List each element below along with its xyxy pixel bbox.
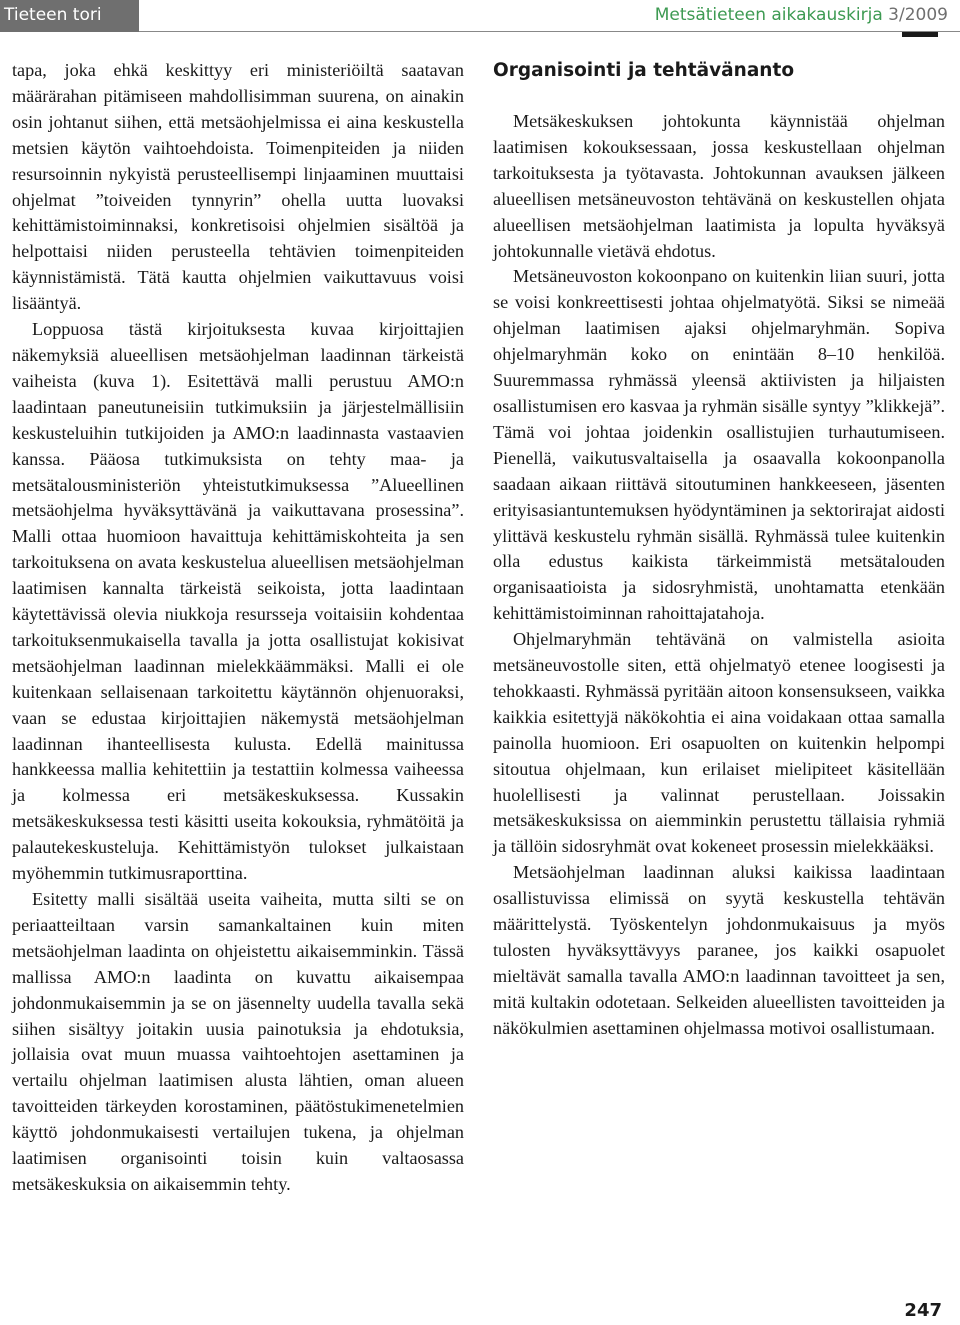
left-paragraph-1: tapa, joka ehkä keskittyy eri ministeriöiltä saatavan määrärahan pitämiseen mahdollisimman suurena, on ainakin osin johtanut siihen, että metsäohjelmissa ei aina keskustella metsien käytön vaihtoehdoista. Toimenpiteiden ja niiden resursoinnin nykyistä perusteellisempi linjaaminen muuttaisi ohjelmat ”toiveiden tynnyrin” ohella uutta luovaksi kehittämistoiminnaksi, konkretisoisi ohjelmien sisältöä ja helpottaisi niiden perusteella tehtävien toimenpiteiden käynnistämistä. Tätä kautta ohjelmien vaikuttavuus voisi lisääntyä.	[12, 60, 464, 314]
journal-title	[655, 0, 948, 32]
running-header	[0, 0, 960, 34]
right-paragraph-3: Ohjelmaryhmän tehtävänä on valmistella asioita metsäneuvostolle siten, että ohjelmatyö etenee loogisesti ja tehokkaasti. Ryhmässä pyritään aitoon konsensukseen, vaikka kaikkia esitettyjä näkökohtia ei aina voidakaan ottaa samalla painolla huomioon. Eri osapuolten on kuitenkin helpompi sitoutua ohjelmaan, kun erilaiset mielipiteet käsitellään huolellisesti ja valinnat perustellaan. Joissakin metsäkeskuksissa on aiemminkin perustettu tällaisia ryhmiä ja tällöin sidosryhmät ovat kokeneet prosessin mielekkääksi.	[493, 629, 945, 857]
section-heading: Organisointi ja tehtävänanto	[493, 60, 795, 81]
left-column	[12, 58, 464, 1198]
header-marker	[902, 32, 938, 37]
journal-name: Metsätieteen aikakauskirja	[654, 5, 883, 25]
left-paragraph-2: Loppuosa tästä kirjoituksesta kuvaa kirjoittajien näkemyksiä alueellisen metsäohjelman laadinnan tärkeistä vaiheista (kuva 1). Esitettävä malli perustuu AMO:n laadintaan paneutuneisiin tutkimuksiin ja järjestelmällisiin keskusteluihin tutkijoiden ja AMO:n laadinnasta vastaavien kanssa. Pääosa tutkimuksista on tehty maa- ja metsätalousministeriön yhteistutkimuksessa ”Alueellinen metsäohjelma hyväksyttävänä ja vaikuttavana prosessina”. Malli ottaa huomioon havaittuja kehittämiskohteita ja sen tarkoituksena on avata keskustelua alueellisen metsäohjelman laatimisen kannalta tärkeistä seikoista, jotta laadintaan käytettävissä olevia niukkoja resursseja voitaisiin kohdentaa tarkoituksenmukaisella tavalla ja jotta osallistujat kokisivat metsäohjelman laadinnan mielekkäämmäksi. Malli ei ole kuitenkaan sellaisenaan tarkoitettu käytännön ohjenuoraksi, vaan se edustaa kirjoittajien näkemystä metsäohjelman laadinnan ihanteellisesta kulusta. Edellä mainitussa hankkeessa mallia kehitettiin ja testattiin kolmessa vaiheessa ja kolmessa eri metsäkeskuksessa. Kussakin metsäkeskuksessa testi käsitti useita kokouksia, ryhmätöitä ja palautekeskusteluja. Kehittämistyön tulokset julkaistaan myöhemmin tutkimusraporttina.	[12, 319, 464, 884]
section-label: Tieteen tori	[0, 0, 139, 32]
right-paragraph-2: Metsäneuvoston kokoonpano on kuitenkin liian suuri, jotta se voisi konkreettisesti johtaa ohjelmatyötä. Siksi se nimeää ohjelman laatimisen ajaksi ohjelmaryhmän. Sopiva ohjelmaryhmän koko on enintään 8–10 henkilöä. Suuremmassa ryhmässä yleensä aktiivisten ja hiljaisten osallistumisen ero kasvaa ja ryhmän sisälle syntyy ”klikkejä”. Tämä voi johtaa joidenkin osallistujien turhautumiseen. Pienellä, vaikutusvaltaisella ja osaavalla kokoonpanolla saadaan aikaan riittävä sitoutuminen hankkeeseen, jäsenten erityisasiantuntemuksen hyödyntäminen ja sektorirajat aidosti ylittävä keskustelu ryhmän sisällä. Ryhmässä tulee kuitenkin olla edustus kaikista tärkeimmistä metsätalouden organisaatioista ja sidosryhmistä, unohtamatta etenkään kehittämistoiminnan rahoittajatahoja.	[493, 266, 945, 624]
page-number: 247	[904, 1300, 942, 1321]
right-paragraph-1: Metsäkeskuksen johtokunta käynnistää ohjelman laatimisen kokouksessaan, jossa keskustellaan ohjelman tarkoituksesta ja työtavasta. Johtokunnan avauksen jälkeen alueellisen metsäneuvoston tehtävänä on keskustellen ohjata alueellisen metsäohjelman laatimista ja lopulta hyväksyä johtokunnalle vietävä ehdotus.	[493, 111, 945, 261]
header-rule	[139, 31, 960, 32]
left-paragraph-3: Esitetty malli sisältää useita vaiheita, mutta silti se on periaatteiltaan varsin samankaltainen kuin miten metsäohjelman laadinta on ohjeistettu aikaisemminkin. Tässä mallissa AMO:n laadinta on kuvattu aikaisempaa johdonmukaisemmin ja se on jäsennelty uudella tavalla sekä siihen sisältyy joitakin uusia painotuksia ja ehdotuksia, jollaisia ovat muun muassa vaihtoehtojen asettaminen ja vertailu ohjelman laatimisen alusta lähtien, oman alueen tavoitteiden tärkeyden korostaminen, päätöstukimenetelmien käyttö johdonmukaisesti vertailujen tukena, ja ohjelman laatimisen organisointi toisin kuin valtaosassa metsäkeskuksia on aikaisemmin tehty.	[12, 889, 464, 1194]
journal-issue: 3/2009	[882, 5, 948, 25]
right-column	[493, 58, 945, 1042]
right-paragraph-4: Metsäohjelman laadinnan aluksi kaikissa laadintaan osallistuvissa elimissä on syytä keskustella tehtävän määrittelystä. Työskentelyn johdonmukaisuus ja myös tulosten hyväksyttävyys paranee, jos kaikki osapuolet mieltävät samalla tavalla AMO:n laadinnan tavoitteet ja sen, mitä kultakin odotetaan. Selkeiden alueellisten tavoitteiden ja näkökulmien asettaminen ohjelmassa motivoi osallistumaan.	[493, 862, 945, 1038]
